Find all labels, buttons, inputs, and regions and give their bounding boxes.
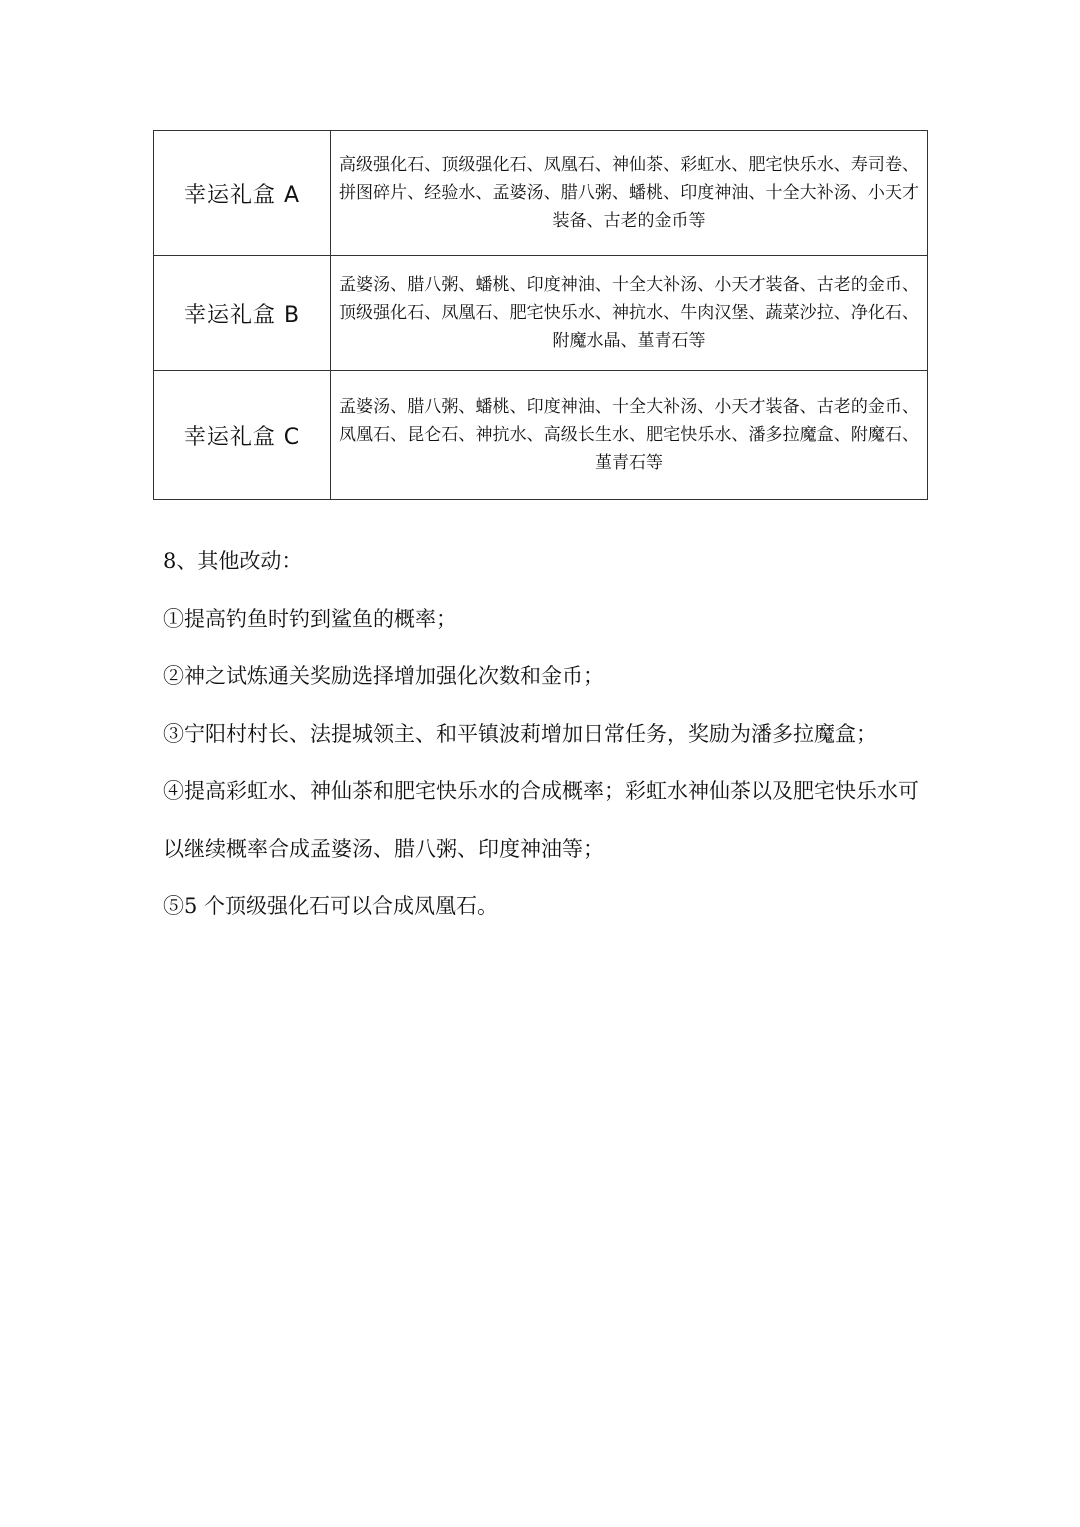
gift-box-contents: [331, 256, 928, 371]
gift-box-table: [153, 130, 928, 500]
list-item: ③宁阳村村长、法提城领主、和平镇波莉增加日常任务，奖励为潘多拉魔盒；: [163, 721, 877, 746]
other-changes-section: [163, 533, 923, 936]
gift-box-items-text: 孟婆汤、腊八粥、蟠桃、印度神油、十全大补汤、小天才装备、古老的金币、凤凰石、昆仑石、神抗水、高级长生水、肥宅快乐水、潘多拉魔盒、附魔石、堇青石等: [339, 397, 919, 473]
gift-box-name: 幸运礼盒 A: [154, 131, 331, 256]
section-heading: 8、其他改动：: [163, 549, 303, 573]
list-item: ②神之试炼通关奖励选择增加强化次数和金币；: [163, 664, 604, 688]
gift-box-contents: [331, 131, 928, 256]
list-item: ④提高彩虹水、神仙茶和肥宅快乐水的合成概率；彩虹水神仙茶以及肥宅快乐水可以继续概率合成孟婆汤、腊八粥、印度神油等；: [163, 779, 919, 861]
table-row: [154, 131, 928, 256]
list-item: ⑤5 个顶级强化石可以合成凤凰石。: [163, 894, 499, 918]
gift-box-items-text: 高级强化石、顶级强化石、凤凰石、神仙茶、彩虹水、肥宅快乐水、寿司卷、拼图碎片、经验水、孟婆汤、腊八粥、蟠桃、印度神油、十全大补汤、小天才装备、古老的金币等: [339, 155, 919, 231]
gift-box-items-text: 孟婆汤、腊八粥、蟠桃、印度神油、十全大补汤、小天才装备、古老的金币、顶级强化石、凤凰石、肥宅快乐水、神抗水、牛肉汉堡、蔬菜沙拉、净化石、附魔水晶、堇青石等: [339, 275, 919, 351]
table-row: [154, 371, 928, 500]
gift-box-name: 幸运礼盒 C: [154, 371, 331, 500]
gift-box-name: 幸运礼盒 B: [154, 256, 331, 371]
list-item: ①提高钓鱼时钓到鲨鱼的概率；: [163, 606, 457, 631]
gift-box-contents: [331, 371, 928, 500]
table-row: [154, 256, 928, 371]
